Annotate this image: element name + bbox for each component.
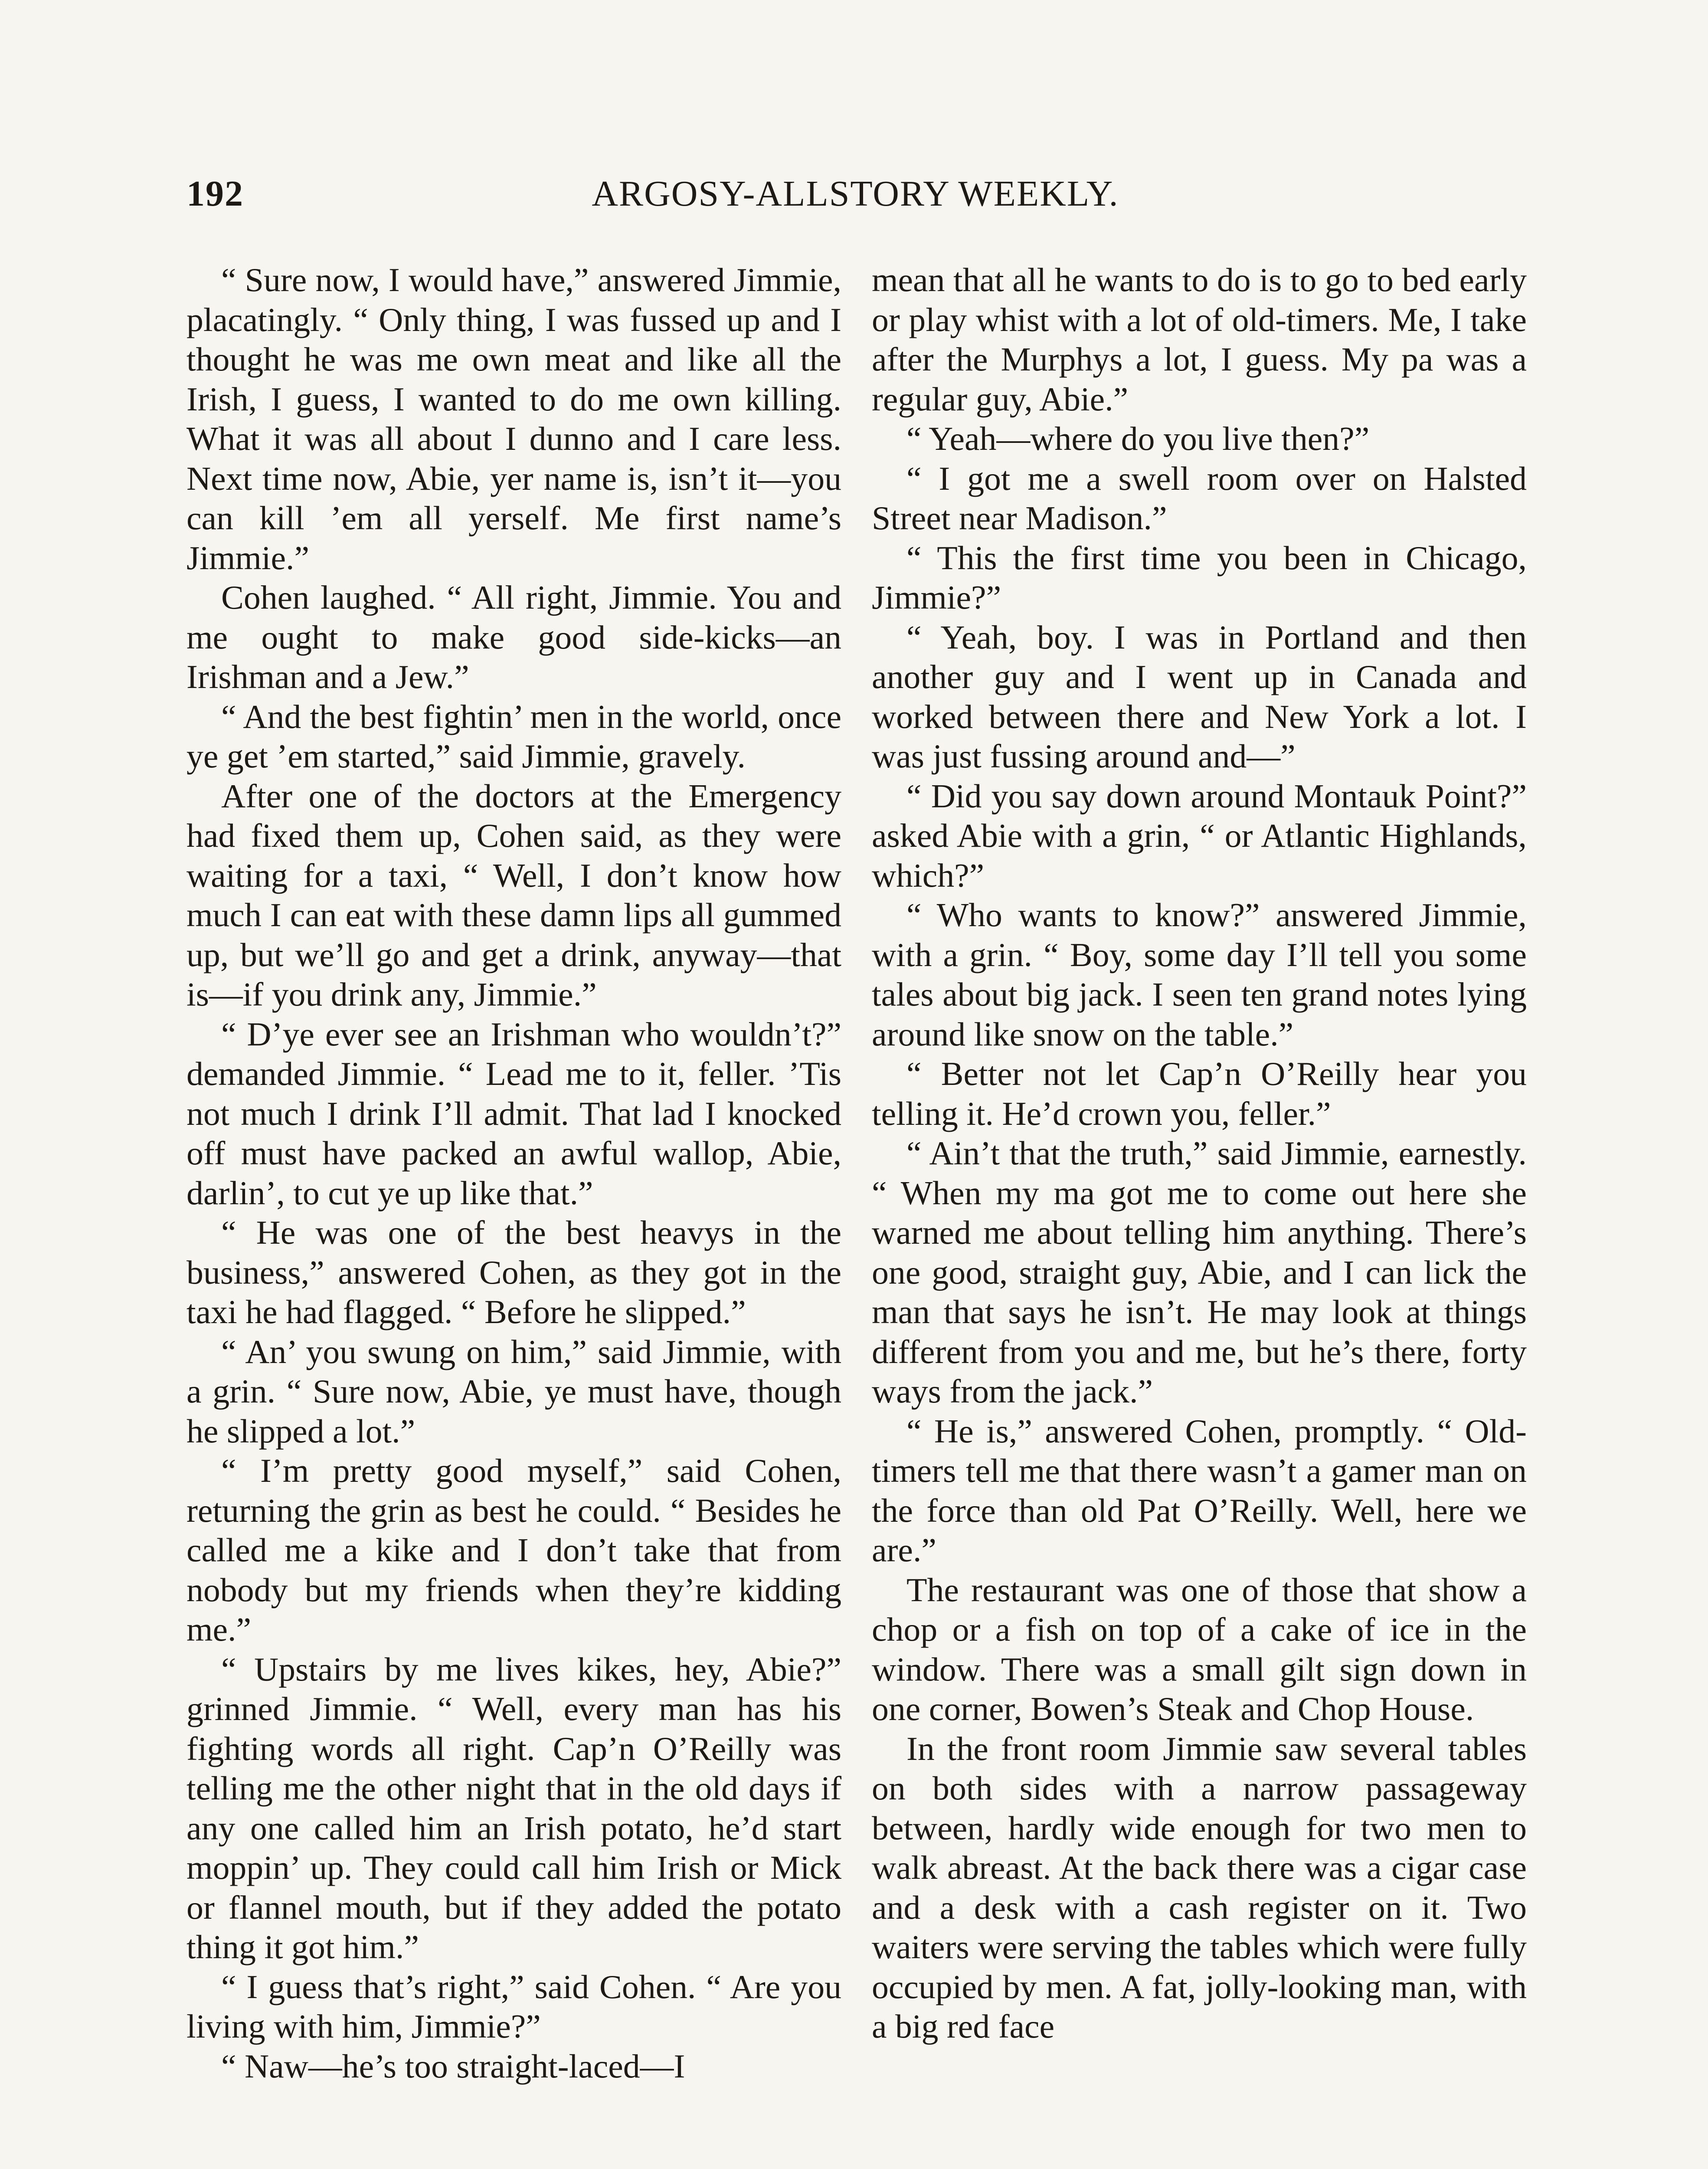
- paragraph: “ This the first time you been in Chicago, Jimmie?”: [872, 539, 1527, 616]
- paragraph: “ Upstairs by me lives kikes, hey, Abie?” grinned Jimmie. “ Well, every man has his fighting words all right. Cap’n O’Reilly was telling me the other night that in the old days if any one called him an Irish potato, he’d start moppin’ up. They could call him Irish or Mick or flannel mouth, but if they added the potato thing it got him.”: [187, 1650, 841, 1966]
- paragraph: “ He was one of the best heavys in the business,” answered Cohen, as they got in the taxi he had flagged. “ Before he slipped.”: [187, 1214, 841, 1330]
- paragraph: “ Yeah, boy. I was in Portland and then another guy and I went up in Canada and worked between there and New York a lot. I was just fussing around and—”: [872, 618, 1527, 775]
- paragraph: “ And the best fightin’ men in the world, once ye get ’em started,” said Jimmie, gravely.: [187, 698, 841, 775]
- page-number: 192: [187, 174, 244, 214]
- paragraph: “ An’ you swung on him,” said Jimmie, with a grin. “ Sure now, Abie, ye must have, though he slipped a lot.”: [187, 1333, 841, 1450]
- right-column: [872, 260, 1527, 2047]
- paragraph: “ He is,” answered Cohen, promptly. “ Old-timers tell me that there wasn’t a gamer man on the force than old Pat O’Reilly. Well, here we are.”: [872, 1412, 1527, 1569]
- left-column: [187, 260, 841, 2086]
- running-title: ARGOSY-ALLSTORY WEEKLY.: [592, 174, 1119, 214]
- paragraph: “ Naw—he’s too straight-laced—I: [221, 2047, 685, 2085]
- paragraph: After one of the doctors at the Emergency had fixed them up, Cohen said, as they were waiting for a taxi, “ Well, I don’t know how much I can eat with these damn lips all gummed up, but we’ll go and get a drink, anyway—that is—if you drink any, Jimmie.”: [187, 777, 841, 1013]
- paragraph: “ I got me a swell room over on Halsted Street near Madison.”: [872, 459, 1527, 537]
- paragraph: “ Did you say down around Montauk Point?” asked Abie with a grin, “ or Atlantic Highlands, which?”: [872, 777, 1527, 894]
- paragraph: mean that all he wants to do is to go to bed early or play whist with a lot of old-timers. Me, I take after the Murphys a lot, I guess. My pa was a regular guy, Abie.”: [872, 261, 1527, 418]
- paragraph: “ I guess that’s right,” said Cohen. “ Are you living with him, Jimmie?”: [187, 1968, 841, 2045]
- paragraph: In the front room Jimmie saw several tables on both sides with a narrow passageway between, hardly wide enough for two men to walk abreast. At the back there was a cigar case and a desk with a cash register on it. Two waiters were serving the tables which were fully occupied by men. A fat, jolly-looking man, with a big red face: [872, 1730, 1527, 2045]
- paragraph: “ D’ye ever see an Irishman who wouldn’t?” demanded Jimmie. “ Lead me to it, feller. ’Tis not much I drink I’ll admit. That lad I knocked off must have packed an awful wallop, Abie, darlin’, to cut ye up like that.”: [187, 1015, 841, 1212]
- paragraph: “ Yeah—where do you live then?”: [906, 420, 1370, 457]
- paragraph: “ Who wants to know?” answered Jimmie, with a grin. “ Boy, some day I’ll tell you some tales about big jack. I seen ten grand notes lying around like snow on the table.”: [872, 896, 1527, 1053]
- page-header: [187, 173, 1524, 220]
- paragraph: “ Sure now, I would have,” answered Jimmie, placatingly. “ Only thing, I was fussed up and I thought he was me own meat and like all the Irish, I guess, I wanted to do me own killing. What it was all about I dunno and I care less. Next time now, Abie, yer name is, isn’t it—you can kill ’em all yerself. Me first name’s Jimmie.”: [187, 261, 841, 577]
- paragraph: Cohen laughed. “ All right, Jimmie. You and me ought to make good side-kicks—an Irishman and a Jew.”: [187, 579, 841, 695]
- paragraph: “ I’m pretty good myself,” said Cohen, returning the grin as best he could. “ Besides he called me a kike and I don’t take that from nobody but my friends when they’re kidding me.”: [187, 1452, 841, 1648]
- paragraph: “ Ain’t that the truth,” said Jimmie, earnestly. “ When my ma got me to come out here she warned me about telling him anything. There’s one good, straight guy, Abie, and I can lick the man that says he isn’t. He may look at things different from you and me, but he’s there, forty ways from the jack.”: [872, 1134, 1527, 1410]
- paragraph: The restaurant was one of those that show a chop or a fish on top of a cake of ice in the window. There was a small gilt sign down in one corner, Bowen’s Steak and Chop House.: [872, 1571, 1527, 1727]
- paragraph: “ Better not let Cap’n O’Reilly hear you telling it. He’d crown you, feller.”: [872, 1055, 1527, 1132]
